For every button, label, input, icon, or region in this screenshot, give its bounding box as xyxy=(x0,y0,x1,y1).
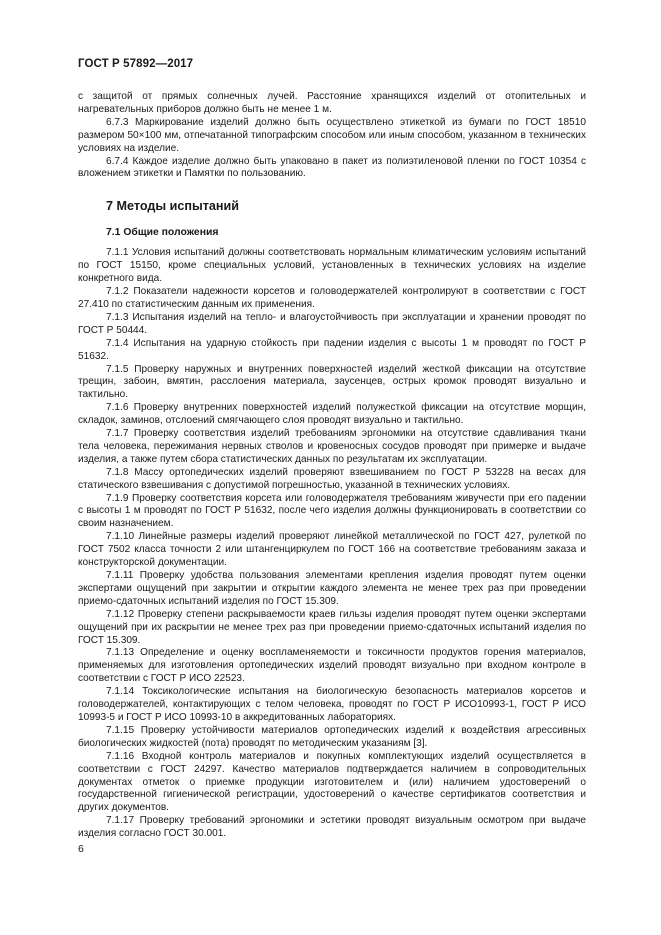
paragraph-7-1-14: 7.1.14 Токсикологические испытания на биологическую безопасность материалов корсетов и головодержателей, контактирующих с телом человека, проводят по ГОСТ Р ИСО10993-1, ГОСТ Р ИСО 10993-5 и ГОСТ Р ИСО 10993-10 в аккредитованных лабораториях. xyxy=(78,686,586,723)
paragraph-7-1-1: 7.1.1 Условия испытаний должны соответствовать нормальным климатическим условиям испытаний по ГОСТ 15150, кроме специальных условий, установленных в технических условиях на изделие конкретного вида. xyxy=(78,247,586,285)
paragraph-7-1-5: 7.1.5 Проверку наружных и внутренних поверхностей изделий жесткой фиксации на отсутствие трещин, забоин, вмятин, расслоения материала, заусенцев, острых кромок проводят визуально и тактильно. xyxy=(78,363,586,401)
paragraph-intro-continuation: с защитой от прямых солнечных лучей. Расстояние хранящихся изделий от отопительных и нагревательных приборов должно быть не менее 1 м. xyxy=(78,91,586,115)
paragraph-7-1-12: 7.1.12 Проверку степени раскрываемости краев гильзы изделия проводят путем оценки экспертами ощущений при их раскрытии не менее трех раз при проведении приемо-сдаточных испытаний изделия по ГОСТ 15.309. xyxy=(78,608,586,646)
paragraph-7-1-3: 7.1.3 Испытания изделий на тепло- и влагоустойчивость при эксплуатации и хранении проводят по ГОСТ Р 50444. xyxy=(78,311,586,336)
paragraph-7-1-16: 7.1.16 Входной контроль материалов и покупных комплектующих изделий осуществляется в соответствии с ГОСТ 24297. Качество материалов подтверждается наличием в сопроводительных документах отметок о приемке продукции изготовителем и (или) наличием удостоверений о государственной гигиенической регистрации, удостоверений о качестве сертификатов соответствия и других документов. xyxy=(78,750,586,814)
page-number: 6 xyxy=(78,843,84,855)
paragraph-7-1-4: 7.1.4 Испытания на ударную стойкость при падении изделия с высоты 1 м проводят по ГОСТ Р 51632. xyxy=(78,337,586,362)
paragraph-7-1-6: 7.1.6 Проверку внутренних поверхностей изделий полужесткой фиксации на отсутствие морщин, складок, заминов, отслоений смягчающего слоя проводят визуально и тактильно. xyxy=(78,402,586,427)
paragraph-7-1-7: 7.1.7 Проверку соответствия изделий требованиям эргономики на отсутствие сдавливания ткани тела человека, пережимания нервных стволов и кровеносных сосудов проводят при примерке и выдаче изделия, а также путем сбора статистических данных по результатам их эксплуатации. xyxy=(78,428,586,465)
paragraph-7-1-11: 7.1.11 Проверку удобства пользования элементами крепления изделия проводят путем оценки экспертами ощущений при закрытии и открытии каждого элемента не менее трех раз при проведении приемо-сдаточных испытаний изделия по ГОСТ 15.309. xyxy=(78,570,586,607)
paragraph-7-1-9: 7.1.9 Проверку соответствия корсета или головодержателя требованиям живучести при его падении с высоты 1 м проводят по ГОСТ Р 51632, после чего изделия должны функционировать в соответствии со своим назначением. xyxy=(78,492,586,530)
paragraph-7-1-10: 7.1.10 Линейные размеры изделий проверяют линейкой металлической по ГОСТ 427, рулеткой по ГОСТ 7502 класса точности 2 или штангенциркулем по ГОСТ 166 на соответствие требованиям заказа и конструкторской документации. xyxy=(78,531,586,569)
document-header-code: ГОСТ Р 57892—2017 xyxy=(78,58,194,70)
paragraph-7-1-8: 7.1.8 Массу ортопедических изделий проверяют взвешиванием по ГОСТ Р 53228 на весах для статического взвешивания с допустимой погрешностью, указанной в технических условиях. xyxy=(78,466,586,491)
subsection-heading: 7.1 Общие положения xyxy=(106,227,219,239)
paragraph-7-1-2: 7.1.2 Показатели надежности корсетов и головодержателей контролируют в соответствии с ГОСТ 27.410 по статистическим данным их применения. xyxy=(78,286,586,310)
paragraph-6-7-3: 6.7.3 Маркирование изделий должно быть осуществлено этикеткой из бумаги по ГОСТ 18510 размером 50×100 мм, отпечатанной типографским способом или иным способом, указанном в технических условиях на изделие. xyxy=(78,116,586,154)
section-heading: 7 Методы испытаний xyxy=(106,199,239,214)
paragraph-7-1-17: 7.1.17 Проверку требований эргономики и эстетики проводят визуальным осмотром при выдаче изделия согласно ГОСТ 30.001. xyxy=(78,815,586,840)
document-body xyxy=(78,91,586,841)
paragraph-7-1-13: 7.1.13 Определение и оценку воспламеняемости и токсичности продуктов горения материалов, применяемых для изготовления ортопедических изделий проводят визуально при входном контроле в соответствии с ГОСТ Р ИСО 22523. xyxy=(78,647,586,685)
paragraph-6-7-4: 6.7.4 Каждое изделие должно быть упаковано в пакет из полиэтиленовой пленки по ГОСТ 10354 с вложением этикетки и Памятки по пользованию. xyxy=(78,155,586,180)
paragraph-7-1-15: 7.1.15 Проверку устойчивости материалов ортопедических изделий к воздействия агрессивных биологических жидкостей (пота) проводят по методическим указаниям [3]. xyxy=(78,724,586,749)
